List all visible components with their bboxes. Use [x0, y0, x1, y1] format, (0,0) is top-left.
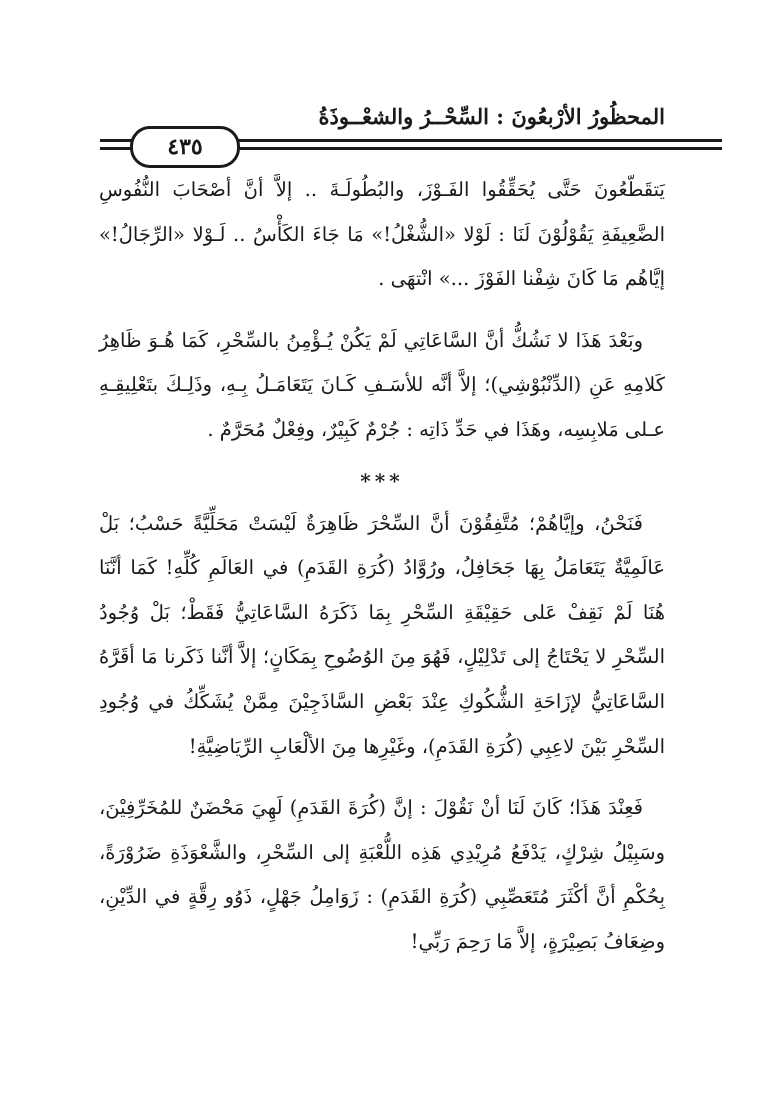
- page-number-badge: [130, 126, 240, 168]
- paragraph-2: وبَعْدَ هَذَا لا نَشُكُّ أنَّ السَّاعَاتِي لَمْ يَكُنْ يُـؤْمِنُ بالسِّحْرِ، كَمَا هُـوَ ظَاهِرُ كَلامِهِ عَنِ (الدِّنْبُوْشِي)؛ إلاَّ أنَّه للأسَـفِ كَـانَ يَتَعَامَـلُ بِـهِ، وذَلِـكَ بتَعْلِيقِـهِ عـلى مَلابِسِه، وهَذَا في حَدِّ ذَاتِه : جُرْمٌ كَبِيْرٌ، وفِعْلٌ مُحَرَّمٌ .: [99, 328, 665, 441]
- body-text: [99, 168, 665, 982]
- paragraph-1: يَتقَطّعُونَ حَتَّى يُحَقِّقُوا الفَـوْزَ، والبُطُولَـةَ .. إلاَّ أنَّ أصْحَابَ النُّفُوسِ الضَّعِيفَةِ يَقُوْلُوْنَ لَنَا : لَوْلا «الشُّغْلُ!» مَا جَاءَ الكَأْسُ .. لَـوْلا «الرِّجَالُ!» إيَّاهُم مَا كَانَ شِفْنا الفَوْزَ ...» انْتهَى .: [99, 178, 665, 291]
- running-header-title: المحظُورُ الأرْبعُونَ : السِّحْــرُ والشعْــوذَةُ: [318, 104, 665, 129]
- paragraph-3: فَنَحْنُ، وإيَّاهُمْ؛ مُتَّفِقُوْنَ أنَّ السِّحْرَ ظَاهِرَةٌ لَيْسَتْ مَحَلِّيَّةً حَسْبُ؛ بَلْ عَالَمِيَّةٌ يَتَعَامَلُ بِهَا جَحَافِلُ، ورُوَّادُ (كُرَةِ القَدَمِ) في العَالَمِ كُلِّهِ! كَمَا أنَّنَا هُنَا لَمْ نَقِفْ عَلى حَقِيْقَةِ السِّحْرِ بِمَا ذَكَرَهُ السَّاعَاتِيُّ فَقَطْ؛ بَلْ وُجُودُ السِّحْرِ لا يَحْتَاجُ إلى تَدْلِيْلٍ، فَهُوَ مِنَ الوُضُوحِ بِمَكَانٍ؛ إلاَّ أنَّنا ذَكَرنا مَا أقَرَّهُ السَّاعَاتِيُّ لإزَاحَةِ الشُّكُوكِ عِنْدَ بَعْضِ السَّاذَجِيْنَ مِمَّنْ يُشَكِّكُ في وُجُودِ السِّحْرِ بَيْنَ لاعِبِي (كُرَةِ القَدَمِ)، وغَيْرِها مِنَ الألْعَابِ الرِّيَاضِيَّةِ!: [99, 511, 665, 758]
- paragraph-4: فَعِنْدَ هَذَا؛ كَانَ لَنَا أنْ نَقُوْلَ : إنَّ (كُرَةَ القَدَمِ) لَهِيَ مَحْضَنٌ للمُخَرِّفِيْنَ، وسَبِيْلُ شِرْكٍ، يَدْفَعُ مُرِيْدِي هَذِه اللُّعْبَةِ إلى السِّحْرِ، والشَّعْوَذَةِ ضَرُوْرَةً، بِحُكْمِ أنَّ أكْثَرَ مُتَعَصِّبِي (كُرَةِ القَدَمِ) : زَوَامِلُ جَهْلٍ، ذَوُو رِقَّةٍ في الدِّيْنِ، وضِعَافُ بَصِيْرَةٍ، إلاَّ مَا رَحِمَ رَبِّي!: [99, 796, 665, 953]
- page-number: ٤٣٥: [167, 134, 203, 160]
- section-separator: ***: [360, 468, 404, 493]
